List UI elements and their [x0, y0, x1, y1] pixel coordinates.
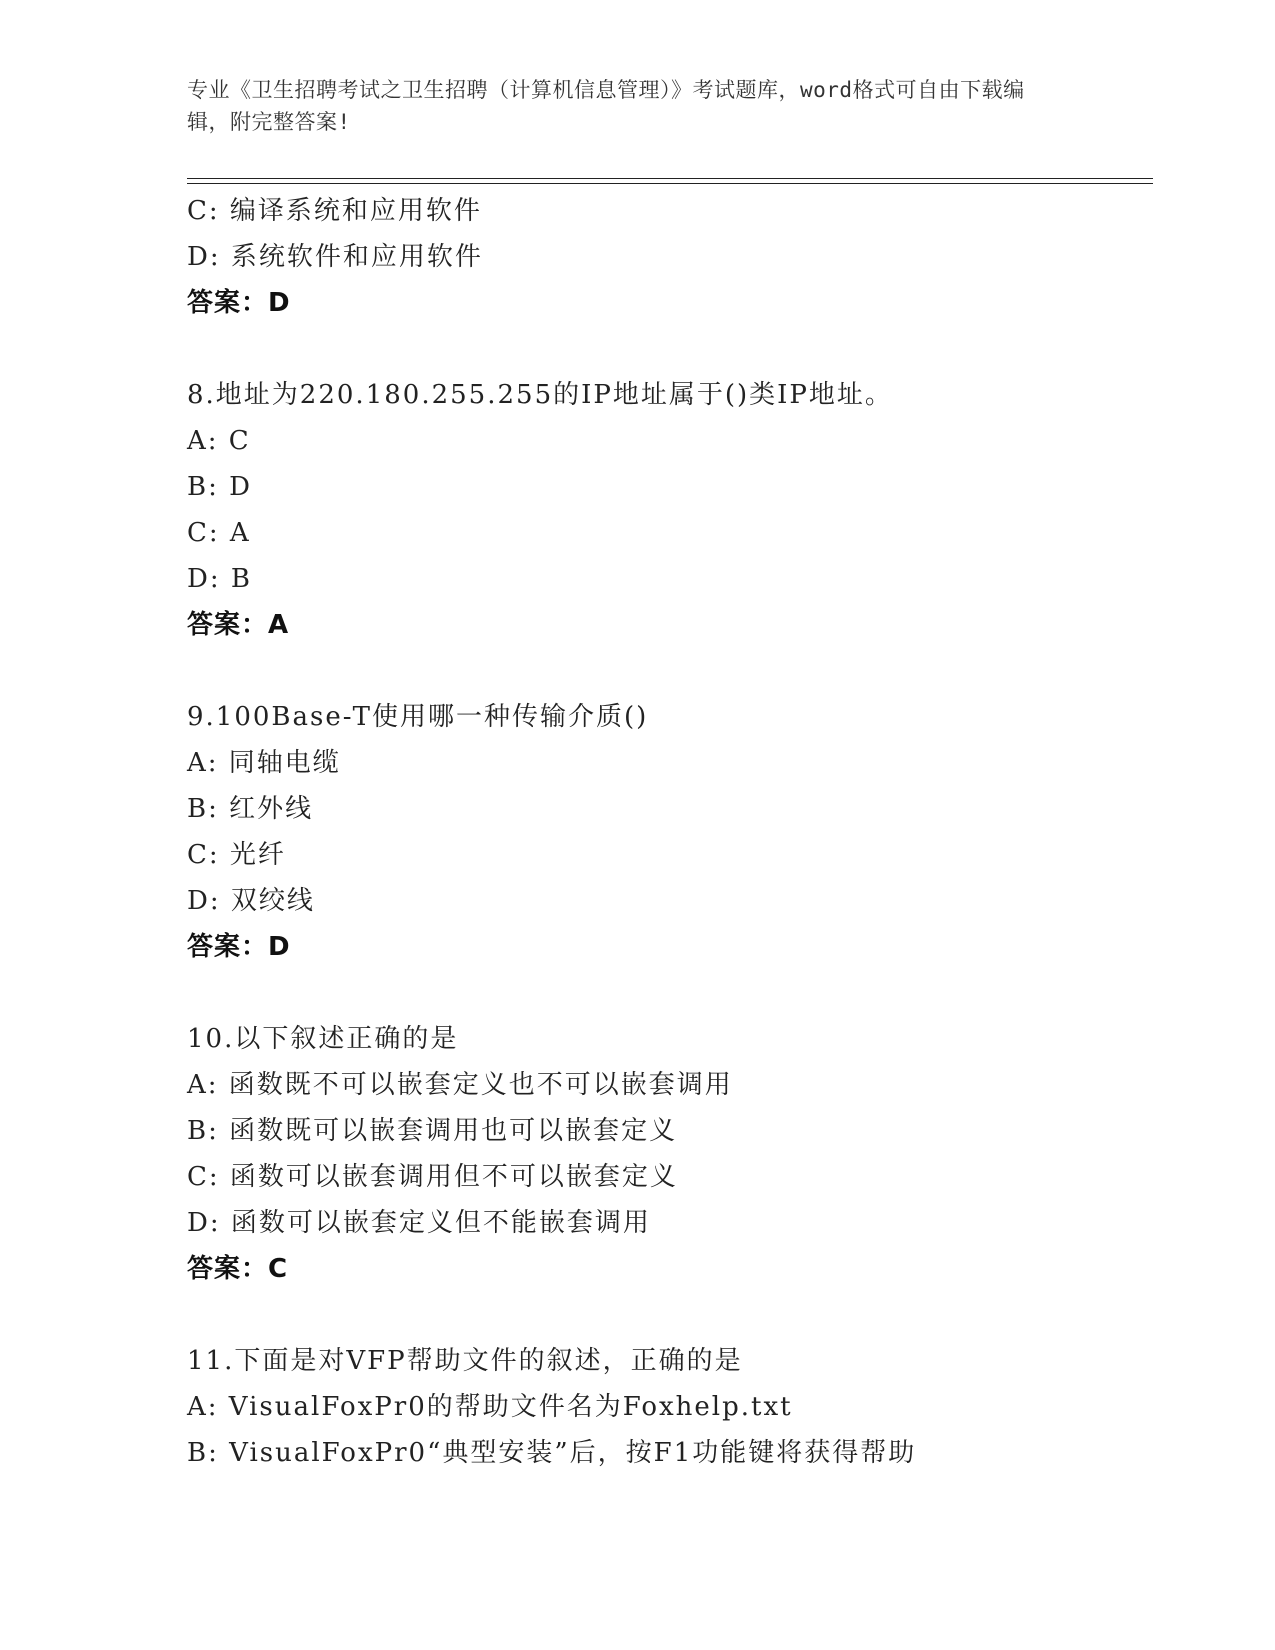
spacer: [187, 970, 1167, 1016]
question-stem: 10.以下叙述正确的是: [187, 1024, 459, 1054]
answer-line: 答案：D: [187, 932, 291, 962]
answer-line: 答案：A: [187, 610, 290, 640]
spacer: [187, 648, 1167, 694]
header-divider-bottom: [187, 183, 1153, 184]
option-a: A: 同轴电缆: [187, 748, 341, 778]
option-d: D: 双绞线: [187, 886, 315, 916]
option-d: D: B: [187, 564, 252, 594]
answer-line: 答案：D: [187, 288, 291, 318]
question-11: [187, 1338, 1167, 1476]
question-list: [187, 188, 1167, 1476]
question-10: [187, 1016, 1167, 1292]
option-a: A: C: [187, 426, 251, 456]
option-b: B: 函数既可以嵌套调用也可以嵌套定义: [187, 1116, 678, 1146]
option-b: B: D: [187, 472, 252, 502]
option-c: C: A: [187, 518, 251, 548]
question-stem: 9.100Base-T使用哪一种传输介质(): [187, 702, 649, 732]
spacer: [187, 326, 1167, 372]
option-b: B: VisualFoxPr0“典型安装”后，按F1功能键将获得帮助: [187, 1438, 917, 1468]
option-a: A: VisualFoxPr0的帮助文件名为Foxhelp.txt: [187, 1392, 793, 1422]
question-8: [187, 372, 1167, 648]
option-c: C: 函数可以嵌套调用但不可以嵌套定义: [187, 1162, 678, 1192]
option-d: D: 系统软件和应用软件: [187, 242, 483, 272]
question-stem: 8.地址为220.180.255.255的IP地址属于()类IP地址。: [187, 380, 893, 410]
document-header: 专业《卫生招聘考试之卫生招聘（计算机信息管理）》考试题库，word格式可自由下载编辑，附完整答案!: [187, 78, 1025, 134]
prev-question-block: [187, 188, 1167, 326]
option-d: D: 函数可以嵌套定义但不能嵌套调用: [187, 1208, 651, 1238]
answer-line: 答案：C: [187, 1254, 289, 1284]
option-b: B: 红外线: [187, 794, 314, 824]
option-c: C: 光纤: [187, 840, 286, 870]
option-a: A: 函数既不可以嵌套定义也不可以嵌套调用: [187, 1070, 733, 1100]
question-9: [187, 694, 1167, 970]
question-stem: 11.下面是对VFP帮助文件的叙述，正确的是: [187, 1346, 743, 1376]
spacer: [187, 1292, 1167, 1338]
header-divider-top: [187, 178, 1153, 179]
option-c: C: 编译系统和应用软件: [187, 196, 482, 226]
